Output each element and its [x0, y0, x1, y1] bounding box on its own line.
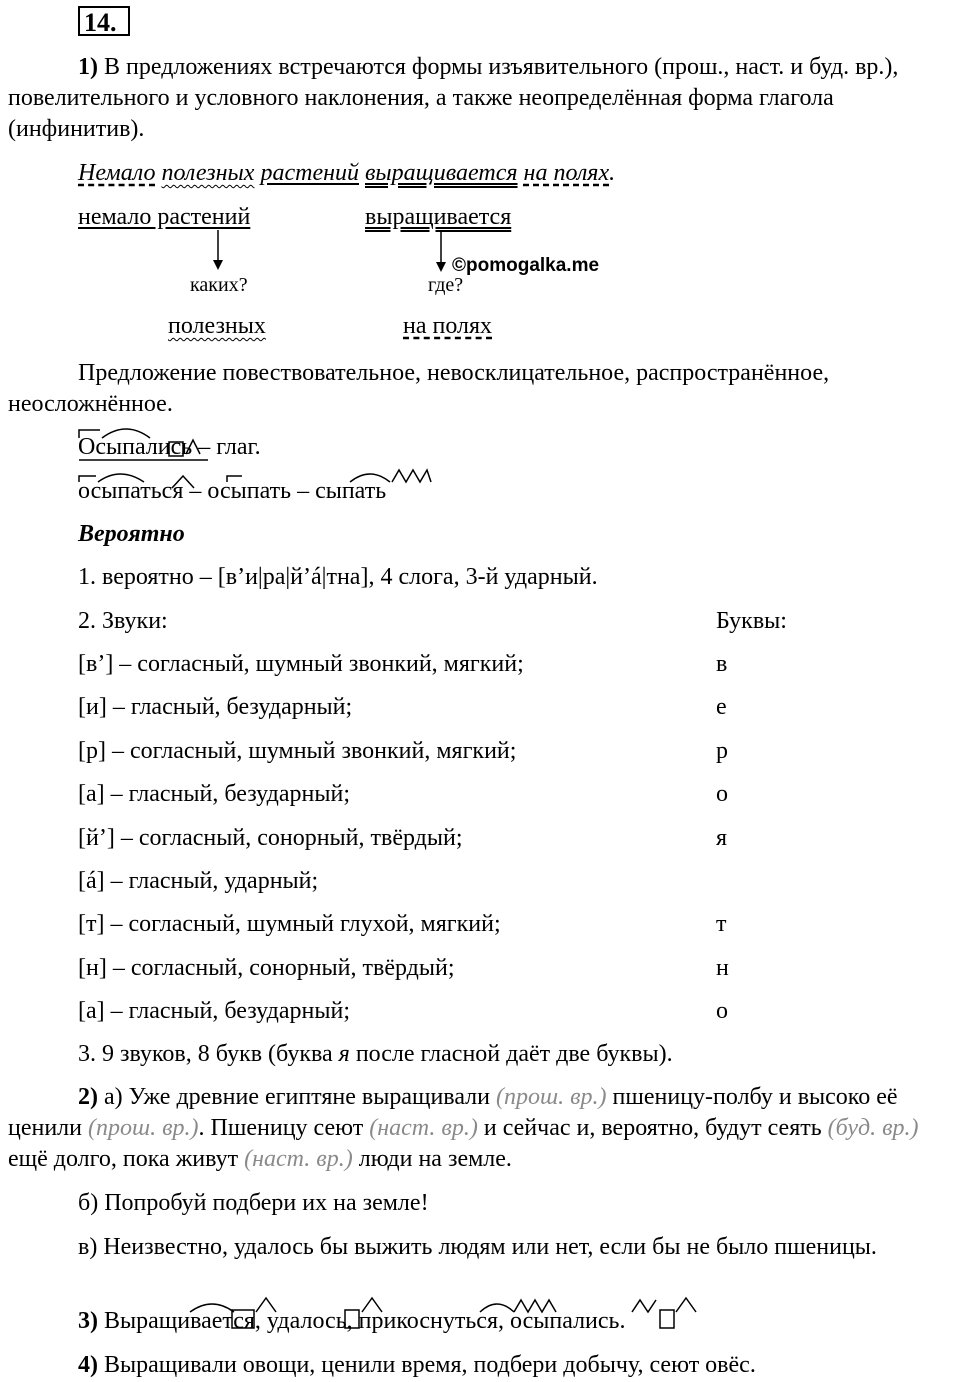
- task2-a-fragment: люди на земле.: [352, 1146, 512, 1172]
- watermark: ©pomogalka.me: [452, 255, 600, 276]
- summary-letter: я: [338, 1041, 350, 1067]
- sound-letter: в: [716, 651, 728, 677]
- derivation-chain: [78, 476, 386, 507]
- sentence-characteristic: Предложение повествовательное, невосклицательное, распространённое, неосложнённое.: [8, 360, 830, 417]
- task3-line: [78, 1306, 626, 1337]
- syllables-line: 1. вероятно – [в’и|ра|й’á|тна], 4 слога, 3-й ударный.: [78, 564, 598, 590]
- part-of-speech: – глаг.: [192, 434, 261, 460]
- summary-post: после гласной даёт две буквы).: [349, 1041, 673, 1067]
- chain-dash-1: –: [183, 478, 208, 504]
- task4-line: [78, 1350, 756, 1381]
- sounds-header: 2. Звуки:: [78, 608, 168, 634]
- task3-word-2: удалось: [266, 1308, 347, 1334]
- task2-a-fragment: пшеницу-полбу и высоко её ценили: [8, 1084, 898, 1141]
- arrow-icon: [436, 232, 446, 272]
- task4-text: Выращивали овощи, ценили время, подбери добычу, сеют овёс.: [104, 1352, 756, 1378]
- tense-note: (наст. вр.): [369, 1115, 478, 1141]
- sound-letter: р: [716, 738, 728, 764]
- sound-letter: т: [716, 911, 727, 937]
- sound-letter: е: [716, 694, 727, 720]
- tense-note: (прош. вр.): [88, 1115, 199, 1141]
- task3-comma: ,: [346, 1308, 359, 1334]
- task1-label: 1): [78, 54, 98, 80]
- sound-description: [á] – гласный, ударный;: [78, 868, 319, 894]
- sentence-word-nemalo: Немало: [78, 160, 156, 186]
- sound-letter: я: [716, 825, 728, 851]
- arrow-icon: [213, 230, 223, 270]
- sentence-period: .: [609, 160, 616, 186]
- phonetic-summary: [78, 1039, 673, 1070]
- task3-label: 3): [78, 1308, 98, 1334]
- scheme-dependent-1: полезных: [168, 313, 266, 339]
- chain-word-1: осыпаться: [78, 478, 184, 504]
- task1-text: В предложениях встречаются формы изъявительного (прош., наст. и буд. вр.), повелительного и условного наклонения, а также неопределённая форма глагола (инфинитив).: [8, 54, 899, 142]
- task2-c: в) Неизвестно, удалось бы выжить людям или нет, если бы не было пшеницы.: [78, 1234, 877, 1260]
- task2-b: б) Попробуй подбери их на земле!: [78, 1190, 429, 1216]
- scheme-subject: немало растений: [78, 204, 251, 230]
- task3-comma: ,: [498, 1308, 510, 1334]
- sound-description: [р] – согласный, шумный звонкий, мягкий;: [78, 738, 517, 764]
- task3-period: .: [619, 1308, 626, 1334]
- task3-word-4: осыпались: [510, 1308, 620, 1334]
- sentence-word-rasteniy: растений: [260, 160, 359, 186]
- sound-letter: о: [716, 998, 728, 1024]
- sound-description: [и] – гласный, безударный;: [78, 694, 353, 720]
- sound-description: [н] – согласный, сонорный, твёрдый;: [78, 955, 455, 981]
- sentence-word-na-polyah: на полях: [523, 160, 610, 186]
- scheme-question-1: каких?: [190, 274, 248, 296]
- task3-word-1: Выращивается: [104, 1308, 255, 1334]
- tense-note: (буд. вр.): [827, 1115, 919, 1141]
- task2-a-fragment: и сейчас и, вероятно, будут сеять: [477, 1115, 828, 1141]
- task2-a-fragment: ещё долго, пока живут: [8, 1146, 245, 1172]
- sentence-word-poleznyh: полезных: [161, 160, 255, 186]
- letters-header: Буквы:: [716, 608, 787, 634]
- scheme-dependent-2: на полях: [403, 313, 493, 339]
- summary-pre: 3. 9 звуков, 8 букв (буква: [78, 1041, 339, 1067]
- chain-word-3: сыпать: [315, 478, 387, 504]
- task2-a-paragraph: [8, 1082, 948, 1175]
- sound-description: [т] – согласный, шумный глухой, мягкий;: [78, 911, 501, 937]
- chain-dash-2: –: [291, 478, 316, 504]
- task3-comma: ,: [254, 1308, 267, 1334]
- scheme-predicate: выращивается: [365, 204, 512, 230]
- phonetic-heading: Вероятно: [78, 521, 185, 547]
- word-analysis: [78, 432, 261, 463]
- sentence-word-vyrashchivaetsya: выращивается: [365, 160, 518, 186]
- task2-a-fragment: . Пшеницу сеют: [198, 1115, 370, 1141]
- sound-letter: о: [716, 781, 728, 807]
- exercise-number: 14.: [78, 6, 130, 36]
- sound-letter: н: [716, 955, 729, 981]
- task4-label: 4): [78, 1352, 98, 1378]
- scheme-question-2: где?: [428, 274, 464, 296]
- sound-description: [в’] – согласный, шумный звонкий, мягкий;: [78, 651, 524, 677]
- task3-word-3: прикоснуться: [358, 1308, 498, 1334]
- task2-a-fragment: а) Уже древние египтяне выращивали: [98, 1084, 497, 1110]
- task2-a-text: [8, 1084, 919, 1172]
- tense-note: (прош. вр.): [496, 1084, 607, 1110]
- chain-word-2: осыпать: [207, 478, 292, 504]
- sound-description: [а] – гласный, безударный;: [78, 998, 351, 1024]
- sound-description: [й’] – согласный, сонорный, твёрдый;: [78, 825, 463, 851]
- sound-description: [а] – гласный, безударный;: [78, 781, 351, 807]
- tense-note: (наст. вр.): [244, 1146, 353, 1172]
- analysed-word: Осыпались: [78, 434, 193, 460]
- task2-label: 2): [78, 1084, 98, 1110]
